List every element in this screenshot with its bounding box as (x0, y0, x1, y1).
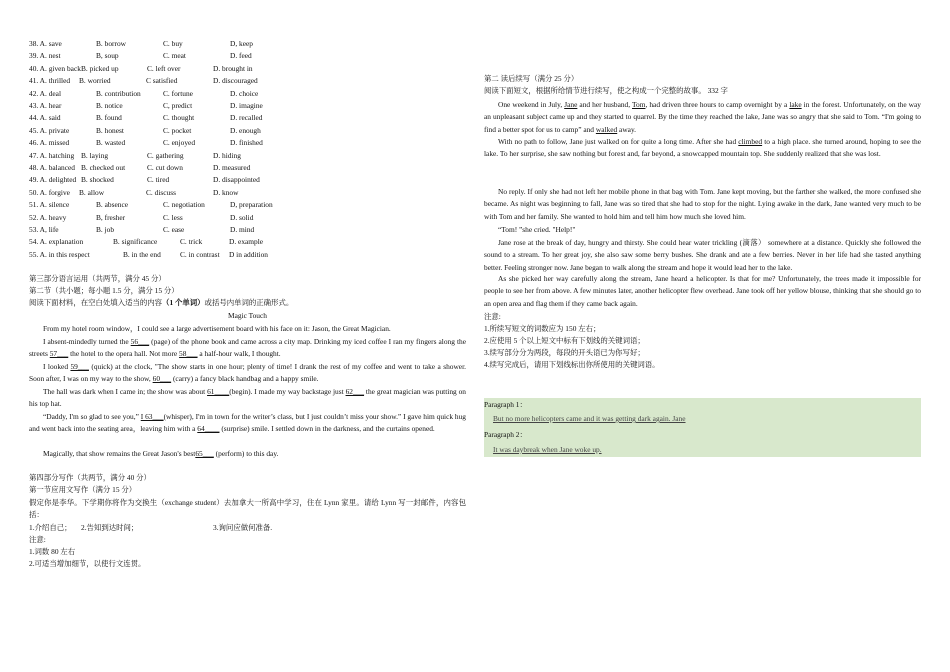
option-b[interactable]: B. allow (79, 187, 105, 197)
option-b[interactable]: B. absence (96, 200, 129, 210)
paragraph-1-opening: But no more helicopters came and it was getting dark again. Jane (493, 414, 686, 423)
passage-paragraph-4: Jane rose at the break of day, hungry and thirsty. She could hear water trickling (滴落） somewhere at a distance. Quickly she followed the sound to a stream. To her great joy, she also saw some berry bushes. She drank and ate a few berries. Never in her life had she tasted anything better. Feeling stronger now. Jane began to walk along the stream and hope it would lead her to the lake. (484, 238, 921, 272)
option-d[interactable]: D in addition (229, 249, 269, 259)
keyword-climbed: climbed (738, 137, 763, 146)
passage-paragraph-1: One weekend in July, Jane and her husband, Tom, had driven three hours to camp overnight by a lake in the forest. Unfortunately, on the way an unpleasant subject came up and they started to quarrel. By the time they reached the lake, Jane was so angry that she said to Tom. “I'm going to find a better spot for us to camp” and walked away. (484, 100, 921, 134)
option-d[interactable]: D. choice (230, 88, 259, 98)
keyword-lake: lake (789, 100, 802, 109)
passage-paragraph-2: With no path to follow, Jane just walked on for quite a long time. After she had climbed to a high place. she turned around, hoping to see the lake. To her surprise, she saw nothing but forest and, far beyond, a snowcapped mountain top. She suddenly realized that she was lost. (484, 137, 922, 159)
option-c[interactable]: C. in contrast (180, 249, 220, 259)
option-a[interactable]: 53. A, life (29, 225, 59, 234)
option-c[interactable]: C. negotiation (163, 200, 205, 210)
continuation-instruction: 阅读下面短文，根据所给情节进行续写，使之构成一个完整的故事。 332 字 (484, 86, 728, 95)
option-a[interactable]: 40. A. given back (29, 63, 81, 73)
option-b[interactable]: B. notice (96, 101, 123, 110)
option-c[interactable]: C. meat (163, 51, 186, 61)
option-c[interactable]: C. less (163, 212, 183, 222)
option-b[interactable]: B. wasted (96, 138, 126, 148)
option-a[interactable]: 44. A. said (29, 113, 61, 123)
option-a[interactable]: 48. A. balanced (29, 163, 75, 172)
part4-section1-title: 第一节应用文写作（满分 15 分） (29, 485, 137, 494)
instruction-text: 阅读下面材料，在空白处填入适当的内容 (29, 298, 163, 307)
blank-61[interactable]: 61____ (207, 387, 230, 396)
passage-paragraph-5: As she picked her way carefully along the stream, Jane heard a helicopter. Is that for me? Unfortunately, the trees made it impossible for people to see her from above. A few minutes later, another helicopter flew overhead. Jane took off her yellow blouse, thinking that she should go to an open area and flag them if they came back again. (484, 274, 921, 308)
option-a[interactable]: 41. A. thrilled (29, 76, 71, 86)
option-a[interactable]: 43. A. hear (29, 101, 62, 110)
option-d[interactable]: D. example (229, 237, 264, 247)
option-a[interactable]: 47. A. hatching (29, 150, 75, 160)
option-a[interactable]: 45. A. private (29, 125, 70, 135)
option-c[interactable]: C, predict (163, 101, 193, 110)
continuation-note-3: 3.续写部分分为两段，每段的开头语已为你写好； (484, 348, 645, 357)
part3-title: 第三部分语言运用（共两节，满分 45 分） (29, 274, 166, 283)
option-a[interactable]: 49. A. delighted (29, 175, 77, 185)
blank-58[interactable]: 58___ (179, 349, 198, 359)
option-c[interactable]: C. trick (180, 237, 203, 247)
passage-paragraph-3: No reply. If only she had not left her mobile phone in that bag with Tom. Jane kept moving, but the farther she walked, the more confused she became. As night was beginning to fall, Jane was so tired that she had to stop for the night. Lying awake in the dark, Jane wanted very much to be with Tom and her family. She wanted to hold him and tell him how much she loved him. (484, 187, 921, 221)
instruction-text-end: 或括号内单词的正确形式。 (204, 298, 294, 307)
blank-59[interactable]: 59___ (70, 362, 89, 371)
option-b[interactable]: B. picked up (81, 63, 119, 73)
option-c[interactable]: C. cut down (147, 163, 183, 172)
writing-note-2: 2.可适当增加细节，以使行文连贯。 (29, 559, 146, 568)
story-paragraph-1: From my hotel room window，I could see a large advertisement board with his face on it: Jason, the Great Magician. (43, 324, 391, 333)
blank-60[interactable]: 60___ (152, 374, 172, 384)
story-paragraph-2: I absent-mindedly turned the 56___ (page) of the phone book and came across a city map. Drinking my iced coffee I ran my fingers along the streets 57___ the hotel to the opera hall. Not more 58___ a half-hour walk, I thought. (29, 337, 466, 359)
option-b[interactable]: B. significance (113, 237, 158, 247)
option-b[interactable]: B. honest (96, 125, 124, 135)
paragraph-2-label: Paragraph 2： (484, 430, 527, 439)
passage-paragraph-tom: “Tom! ”she cried. "Help!" (498, 225, 576, 234)
task-item-2: 2.告知到达时间； (81, 523, 139, 532)
option-d[interactable]: D. feed (230, 51, 252, 61)
option-c[interactable]: C. left over (147, 63, 181, 73)
blank-57[interactable]: 57___ (49, 349, 69, 359)
option-a[interactable]: 50. A. forgive (29, 187, 70, 197)
blank-63[interactable]: I 63___ (140, 412, 164, 421)
option-d[interactable]: D. mind (230, 225, 255, 234)
option-b[interactable]: B. job (96, 225, 115, 234)
option-d[interactable]: D. disappointed (213, 175, 260, 185)
part4-title: 第四部分写作（共两节，满分 40 分） (29, 473, 151, 482)
continuation-title: 第二 读后续写（满分 25 分） (484, 74, 579, 83)
task-item-3: 3.询问应做何准备. (213, 523, 273, 532)
option-d[interactable]: D. enough (230, 125, 261, 135)
option-c[interactable]: C. tired (147, 175, 170, 185)
option-a[interactable]: 52. A. heavy (29, 212, 67, 222)
option-d[interactable]: D, keep (230, 39, 253, 48)
option-b[interactable]: B. contribution (96, 88, 141, 98)
option-d[interactable]: D. solid (230, 212, 254, 222)
option-b[interactable]: B. laying (81, 150, 109, 160)
option-b[interactable]: B. worried (79, 76, 111, 86)
option-b[interactable]: B, soup (96, 51, 119, 61)
option-d[interactable]: D. finished (230, 138, 263, 148)
task-item-1: 1.介绍自己； (29, 523, 72, 532)
option-b[interactable]: B. found (96, 113, 122, 123)
option-c[interactable]: C. discuss (146, 187, 176, 197)
story-paragraph-5: “Daddy, I'm so glad to see you,” I 63___(whisper), I'm in town for the writer’s class, but I just couldn’t miss your show.” I gave him quick hug and went back into the seating area，leaving him with a 64____ (surprise) smile. I settled down in the darkness, and the curtains opened. (29, 412, 467, 434)
option-c[interactable]: C. gathering (147, 150, 184, 160)
option-d[interactable]: D. hiding (213, 150, 241, 160)
option-a[interactable]: 39. A. nest (29, 51, 61, 61)
option-c[interactable]: C. fortune (163, 88, 193, 98)
instruction-bold: （1 个单词） (162, 298, 205, 307)
option-b[interactable]: B. borrow (96, 39, 126, 48)
continuation-note-1: 1.所续写短文的词数应为 150 左右； (484, 324, 601, 333)
option-a[interactable]: 42. A. deal (29, 88, 62, 98)
option-c[interactable]: C. pocket (163, 125, 192, 135)
part3-section2-title: 第二节（共小题；每小题 1.5 分，满分 15 分） (29, 286, 179, 295)
option-a[interactable]: 38. A. save (29, 39, 62, 48)
option-b[interactable]: B. shocked (81, 175, 114, 185)
answer-box[interactable] (484, 398, 921, 457)
story-title: Magic Touch (228, 311, 267, 320)
continuation-note-label: 注意: (484, 312, 501, 321)
writing-note-1: 1.词数 80 左右 (29, 547, 76, 556)
story-paragraph-4: The hall was dark when I came in; the show was about 61____(begin). I made my way backstage just 62___ the great magician was putting on his top hat. (29, 387, 466, 409)
blank-65[interactable]: 65___ (195, 449, 214, 458)
option-d[interactable]: D. brought in (213, 63, 253, 73)
option-b[interactable]: B. in the end (123, 249, 161, 259)
option-d[interactable]: D. imagine (230, 101, 263, 110)
paragraph-1-label: Paragraph 1： (484, 400, 527, 409)
option-b[interactable]: B. checked out (81, 163, 126, 172)
blank-56[interactable]: 56___ (130, 337, 150, 346)
paragraph-2-opening: It was daybreak when Jane woke up. (493, 445, 602, 454)
continuation-note-2: 2.应使用 5 个以上短文中标有下划线的关键词语； (484, 336, 645, 345)
option-d[interactable]: D. discouraged (213, 76, 258, 86)
blank-64[interactable]: 64____ (197, 424, 220, 434)
option-a[interactable]: 46. A. missed (29, 138, 70, 148)
option-d[interactable]: D, preparation (230, 200, 273, 210)
continuation-note-4: 4.续写完成后，请用下划线标出你所使用的关键词语。 (484, 360, 660, 369)
keyword-walked: walked (595, 124, 618, 134)
story-paragraph-6: Magically, that show remains the Great Jason's best65___ (perform) to this day. (43, 449, 279, 458)
writing-note-label: 注意: (29, 535, 46, 544)
option-a[interactable]: 51. A. silence (29, 200, 70, 210)
option-b[interactable]: B, fresher (96, 212, 126, 222)
writing-task: 假定你是李华。下学期你将作为交换生（exchange student）去加拿大一所高中学习，住在 Lynn 家里。请给 Lynn 写一封邮件，内容包括： (29, 498, 466, 520)
option-c[interactable]: C. buy (163, 39, 183, 48)
option-c[interactable]: C satisfied (146, 76, 178, 86)
blank-62[interactable]: 62___ (345, 387, 365, 396)
keyword-jane: Jane (564, 100, 578, 109)
option-a[interactable]: 54. A. explanation (29, 237, 84, 247)
option-c[interactable]: C. enjoyed (163, 138, 196, 148)
keyword-tom: Tom (632, 100, 646, 109)
story-paragraph-3: I looked 59___ (quick) at the clock, "The show starts in one hour; plenty of time! I drank the rest of my coffee and went to take a shower. Soon after, I was on my way to the show, 60___ (carry) a fancy black handbag and a happy smile. (29, 362, 466, 384)
option-a[interactable]: 55. A. in this respect (29, 249, 90, 259)
option-d[interactable]: D. know (213, 187, 239, 197)
option-c[interactable]: C. ease (163, 225, 185, 234)
option-d[interactable]: D. measured (213, 163, 251, 172)
option-c[interactable]: C. thought (163, 113, 195, 123)
part3-instruction (29, 297, 293, 309)
option-d[interactable]: D. recalled (230, 113, 263, 123)
